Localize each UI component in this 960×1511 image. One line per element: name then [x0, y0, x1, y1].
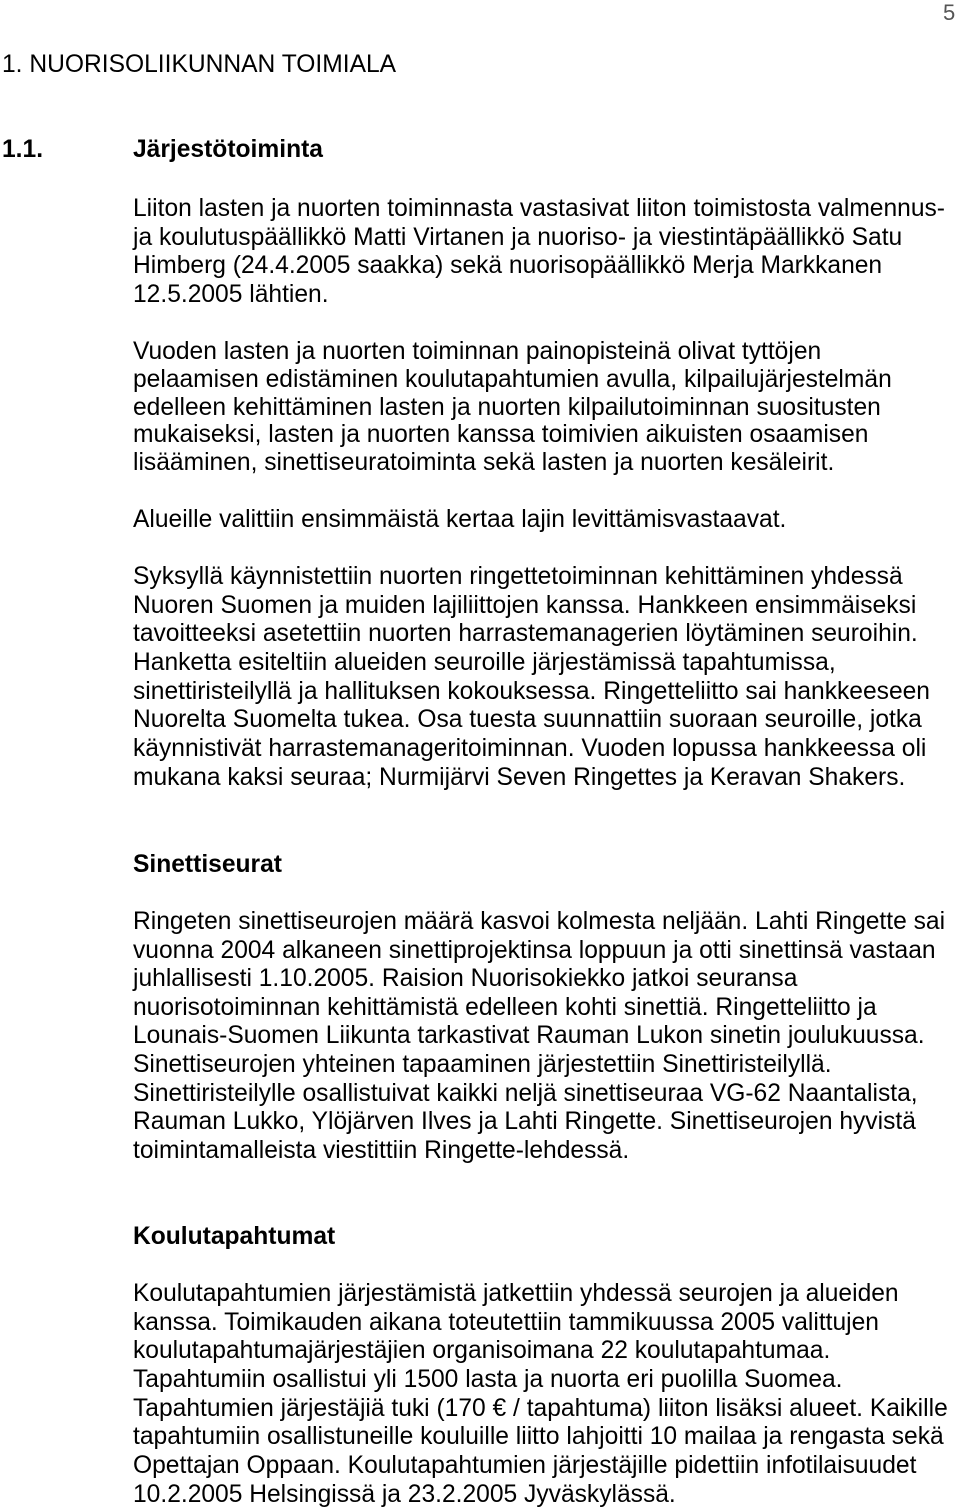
- text-line: 10.2.2005 Helsingissä ja 23.2.2005 Jyväskylässä.: [133, 1480, 676, 1508]
- text-line: kanssa. Toimikauden aikana toteutettiin tammikuussa 2005 valittujen: [133, 1308, 879, 1336]
- text-line: mukana kaksi seuraa; Nurmijärvi Seven Ringettes ja Keravan Shakers.: [133, 763, 906, 791]
- text-line: sinettiristeilyllä ja hallituksen kokouksessa. Ringetteliitto sai hankkeeseen: [133, 677, 930, 705]
- paragraph: [133, 1280, 948, 1510]
- text-line: Himberg (24.4.2005 saakka) sekä nuorisopäällikkö Merja Markkanen: [133, 252, 883, 280]
- section-number: 1.1.: [2, 136, 44, 163]
- text-line: juhlallisesti 1.10.2005. Raision Nuorisokiekko jatkoi seuransa: [133, 965, 798, 993]
- text-line: toimintamalleista viestittiin Ringette-lehdessä.: [133, 1136, 630, 1164]
- paragraph: [133, 338, 892, 477]
- text-line: Alueille valittiin ensimmäistä kertaa lajin levittämisvastaavat.: [133, 506, 787, 533]
- text-line: ja koulutuspäällikkö Matti Virtanen ja nuoriso- ja viestintäpäällikkö Satu: [133, 223, 903, 251]
- text-line: Nuoren Suomen ja muiden lajiliittojen kanssa. Hankkeen ensimmäiseksi: [133, 591, 917, 619]
- text-line: Tapahtumien järjestäjiä tuki (170 € / tapahtuma) liiton lisäksi alueet. Kaikille: [133, 1394, 948, 1422]
- text-line: Sinettiristeilylle osallistuivat kaikki neljä sinettiseuraa VG-62 Naantalista,: [133, 1079, 918, 1107]
- text-line: tapahtumiin osallistuneille kouluille liitto lahjoitti 10 mailaa ja rengasta sekä: [133, 1423, 944, 1451]
- page-number: 5: [943, 0, 956, 25]
- paragraph: [133, 908, 945, 1165]
- subsection-heading: Sinettiseurat: [133, 851, 282, 878]
- text-line: mukaiseksi, lasten ja nuorten kanssa toimivien aikuisten osaamisen: [133, 421, 869, 449]
- text-line: tavoitteeksi asetettiin nuorten harrastemanagerien löytäminen seuroihin.: [133, 620, 918, 648]
- text-line: Hanketta esiteltiin alueiden seuroille järjestämissä tapahtumissa,: [133, 649, 836, 677]
- text-line: Rauman Lukko, Ylöjärven Ilves ja Lahti Ringette. Sinettiseurojen hyvistä: [133, 1108, 916, 1136]
- text-line: lisääminen, sinettiseuratoiminta sekä lasten ja nuorten kesäleirit.: [133, 449, 835, 476]
- text-line: 12.5.2005 lähtien.: [133, 281, 329, 309]
- text-line: Liiton lasten ja nuorten toiminnasta vastasivat liiton toimistosta valmennus-: [133, 195, 946, 222]
- text-line: nuorisotoiminnan kehittämistä edelleen kohti sinettiä. Ringetteliitto ja: [133, 993, 877, 1021]
- text-line: Ringeten sinettiseurojen määrä kasvoi kolmesta neljään. Lahti Ringette sai: [133, 908, 946, 935]
- text-line: Sinettiseurojen yhteinen tapaaminen järjestettiin Sinettiristeilyllä.: [133, 1051, 832, 1079]
- text-line: Nuorelta Suomelta tukea. Osa tuesta suunnattiin suoraan seuroille, jotka: [133, 706, 922, 734]
- text-line: Vuoden lasten ja nuorten toiminnan painopisteinä olivat tyttöjen: [133, 338, 822, 365]
- paragraph: [133, 195, 945, 310]
- text-line: käynnistivät harrastemanageritoiminnan. Vuoden lopussa hankkeessa oli: [133, 735, 927, 763]
- text-line: edelleen kehittäminen lasten ja nuorten kilpailutoiminnan suositusten: [133, 393, 881, 421]
- text-line: vuonna 2004 alkaneen sinettiprojektinsa loppuun ja otti sinettinsä vastaan: [133, 936, 936, 964]
- section-title: Järjestötoiminta: [133, 136, 323, 163]
- subsection-heading: Koulutapahtumat: [133, 1223, 336, 1250]
- chapter-heading: 1. NUORISOLIIKUNNAN TOIMIALA: [2, 51, 397, 78]
- text-line: Koulutapahtumien järjestämistä jatkettiin yhdessä seurojen ja alueiden: [133, 1280, 899, 1307]
- text-line: Syksyllä käynnistettiin nuorten ringettetoiminnan kehittäminen yhdessä: [133, 563, 903, 590]
- text-line: Opettajan Oppaan. Koulutapahtumien järjestäjille pidettiin infotilaisuudet: [133, 1452, 917, 1480]
- paragraph: [133, 563, 930, 793]
- text-line: koulutapahtumajärjestäjien organisoimana 22 koulutapahtumaa.: [133, 1337, 831, 1365]
- paragraph: [133, 506, 786, 535]
- text-line: Tapahtumiin osallistui yli 1500 lasta ja nuorta eri puolilla Suomea.: [133, 1366, 843, 1394]
- text-line: Lounais-Suomen Liikunta tarkastivat Rauman Lukon sinetin joulukuussa.: [133, 1022, 925, 1050]
- text-line: pelaamisen edistäminen koulutapahtumien avulla, kilpailujärjestelmän: [133, 365, 892, 393]
